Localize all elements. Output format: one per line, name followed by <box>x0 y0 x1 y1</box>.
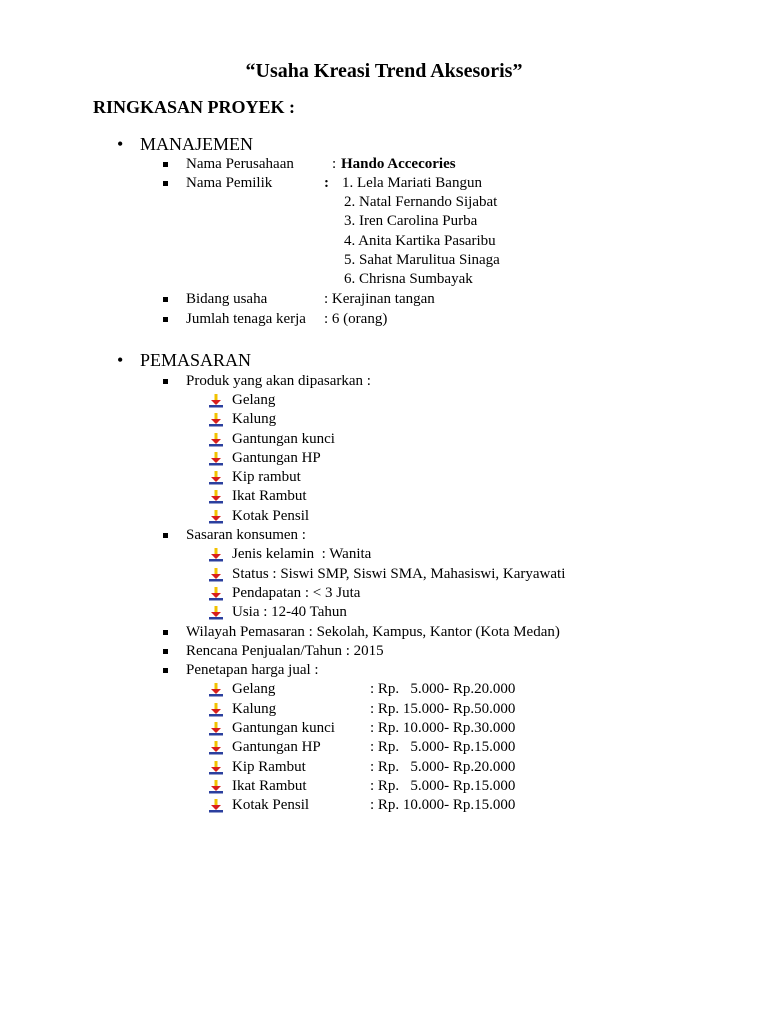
label: Wilayah Pemasaran : Sekolah, Kampus, Kantor (Kota Medan) <box>186 624 560 640</box>
bidang-usaha-value: : Kerajinan tangan <box>324 291 435 307</box>
label: Rencana Penjualan/Tahun : 2015 <box>186 643 384 659</box>
label: Bidang usaha <box>186 291 268 307</box>
arrow-bullet-icon <box>209 413 223 427</box>
arrow-bullet-icon <box>209 394 223 408</box>
arrow-bullet-icon <box>209 722 223 736</box>
owner-item: 1. Lela Mariati Bangun <box>342 175 482 191</box>
arrow-bullet-icon <box>209 606 223 620</box>
jumlah-tenaga-kerja-value: : 6 (orang) <box>324 311 388 327</box>
square-bullet-icon <box>163 649 168 654</box>
square-bullet-icon <box>163 668 168 673</box>
square-bullet-icon <box>163 181 168 186</box>
section-heading: MANAJEMEN <box>140 134 254 154</box>
harga-price: : Rp. 5.000- Rp.15.000 <box>370 778 516 794</box>
owner-item: 2. Natal Fernando Sijabat <box>344 194 498 210</box>
arrow-bullet-icon <box>209 433 223 447</box>
arrow-bullet-icon <box>209 703 223 717</box>
arrow-bullet-icon <box>209 452 223 466</box>
harga-price: : Rp. 5.000- Rp.15.000 <box>370 739 516 755</box>
square-bullet-icon <box>163 162 168 167</box>
label: Sasaran konsumen : <box>186 527 306 543</box>
bullet-icon: • <box>117 134 124 154</box>
nama-perusahaan-value: Hando Accecories <box>341 156 456 172</box>
arrow-bullet-icon <box>209 780 223 794</box>
label: Penetapan harga jual : <box>186 662 319 678</box>
bullet-icon: • <box>117 350 124 370</box>
arrow-bullet-icon <box>209 587 223 601</box>
arrow-bullet-icon <box>209 490 223 504</box>
section-heading: PEMASARAN <box>140 350 252 370</box>
label: Nama Pemilik <box>186 175 273 191</box>
owner-item: 6. Chrisna Sumbayak <box>344 271 473 287</box>
harga-price: : Rp. 5.000- Rp.20.000 <box>370 681 516 697</box>
arrow-bullet-icon <box>209 683 223 697</box>
harga-price: : Rp. 15.000- Rp.50.000 <box>370 701 516 717</box>
owner-item: 4. Anita Kartika Pasaribu <box>344 233 496 249</box>
harga-price: : Rp. 5.000- Rp.20.000 <box>370 759 516 775</box>
document-title: “Usaha Kreasi Trend Aksesoris” <box>245 60 523 82</box>
arrow-bullet-icon <box>209 548 223 562</box>
nama-perusahaan-separator: : <box>332 156 337 172</box>
owner-item: 5. Sahat Marulitua Sinaga <box>344 252 500 268</box>
arrow-bullet-icon <box>209 741 223 755</box>
summary-heading: RINGKASAN PROYEK : <box>93 97 296 117</box>
label: Nama Perusahaan <box>186 156 294 172</box>
harga-price: : Rp. 10.000- Rp.30.000 <box>370 720 516 736</box>
nama-pemilik-separator: : <box>324 175 329 191</box>
square-bullet-icon <box>163 379 168 384</box>
label: Jumlah tenaga kerja <box>186 311 306 327</box>
harga-price: : Rp. 10.000- Rp.15.000 <box>370 797 516 813</box>
square-bullet-icon <box>163 297 168 302</box>
square-bullet-icon <box>163 317 168 322</box>
square-bullet-icon <box>163 630 168 635</box>
label: Produk yang akan dipasarkan : <box>186 373 371 389</box>
arrow-bullet-icon <box>209 471 223 485</box>
arrow-bullet-icon <box>209 568 223 582</box>
owner-item: 3. Iren Carolina Purba <box>344 213 478 229</box>
arrow-bullet-icon <box>209 510 223 524</box>
arrow-bullet-icon <box>209 761 223 775</box>
arrow-bullet-icon <box>209 799 223 813</box>
square-bullet-icon <box>163 533 168 538</box>
